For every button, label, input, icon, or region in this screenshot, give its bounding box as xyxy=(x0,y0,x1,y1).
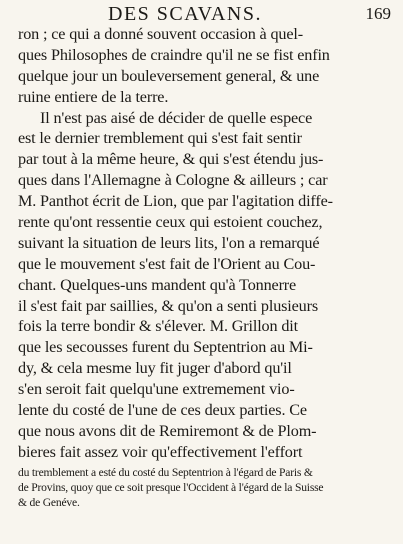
text-line: lente du costé de l'une de ces deux parties. Ce xyxy=(18,401,307,420)
text-line: rente qu'ont ressentie ceux qui estoient couchez, xyxy=(18,213,323,232)
text-line: M. Panthot écrit de Lion, que par l'agitation diffe- xyxy=(18,192,333,211)
text-line: par tout à la même heure, & qui s'est étendu jus- xyxy=(18,150,324,169)
text-line: que le mouvement s'est fait de l'Orient au Cou- xyxy=(18,254,316,273)
footnote-line: du tremblement a esté du costé du Septentrion à l'égard de Paris & xyxy=(18,465,313,479)
text-line: est le dernier tremblement qui s'est fait sentir xyxy=(18,129,302,148)
text-line: que les secousses furent du Septentrion au Mi- xyxy=(18,338,313,357)
text-line: bieres fait assez voir qu'effectivement l'effort xyxy=(18,442,303,461)
footnote-line: de Provins, quoy que ce soit presque l'Occident à l'égard de la Suisse xyxy=(18,480,324,494)
body-text xyxy=(18,24,392,510)
footnote-line: & de Genéve. xyxy=(18,495,80,509)
text-line: dy, & cela mesme luy fit juger d'abord qu'il xyxy=(18,359,292,378)
page-number: 169 xyxy=(365,4,391,23)
running-title: DES SCAVANS. xyxy=(108,3,262,25)
text-line: il s'est fait par saillies, & qu'on a senti plusieurs xyxy=(18,296,319,315)
text-line: suivant la situation de leurs lits, l'on a remarqué xyxy=(18,233,320,252)
text-line: que nous avons dit de Remiremont & de Plom- xyxy=(18,421,317,440)
text-line: quelque jour un bouleversement general, & une xyxy=(18,66,320,85)
text-line: ruine entiere de la terre. xyxy=(18,87,169,106)
text-line: Il n'est pas aisé de décider de quelle espece xyxy=(40,108,313,127)
text-line: ques Philosophes de craindre qu'il ne se fist enfin xyxy=(18,45,330,64)
text-line: ron ; ce qui a donné souvent occasion à quel- xyxy=(18,25,303,43)
text-line: chant. Quelques-uns mandent qu'à Tonnerre xyxy=(18,275,297,294)
text-line: s'en seroit fait quelqu'une extremement vio- xyxy=(18,380,295,399)
text-line: fois la terre bondir & s'élever. M. Grillon dit xyxy=(18,317,298,336)
running-head xyxy=(0,3,403,25)
text-line: ques dans l'Allemagne à Cologne & ailleurs ; car xyxy=(18,171,328,190)
